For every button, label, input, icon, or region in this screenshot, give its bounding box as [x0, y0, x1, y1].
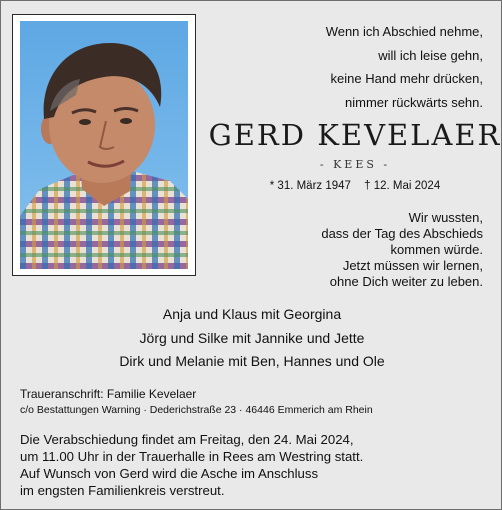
notice-line: um 11.00 Uhr in der Trauerhalle in Rees am Westring statt.	[20, 449, 364, 464]
life-dates	[201, 180, 502, 192]
poem-bottom-line: kommen würde.	[390, 242, 483, 257]
poem-bottom-line: Jetzt müssen wir lernen,	[342, 258, 483, 273]
birth-date: * 31. März 1947	[269, 180, 351, 192]
mourner-family: Anja und Klaus mit Georgina	[162, 306, 342, 322]
poem-top-line: Wenn ich Abschied nehme,	[325, 24, 483, 39]
poem-bottom	[193, 210, 483, 290]
notice-line: Auf Wunsch von Gerd wird die Asche im Anschluss	[20, 466, 319, 481]
notice-line: im engsten Familienkreis verstreut.	[20, 483, 225, 498]
poem-bottom-line: dass der Tag des Abschieds	[321, 226, 483, 241]
portrait-photo	[20, 21, 188, 269]
poem-bottom-line: Wir wussten,	[408, 210, 483, 225]
mourning-address	[20, 386, 373, 418]
poem-top-line: will ich leise gehn,	[378, 47, 483, 63]
deceased-nickname: - KEES -	[319, 158, 391, 171]
portrait-frame	[12, 14, 196, 276]
poem-top	[203, 20, 483, 114]
poem-top-line: keine Hand mehr drücken,	[330, 71, 483, 86]
mourner-family: Jörg und Silke mit Jannike und Jette	[139, 329, 365, 346]
notice-line: Die Verabschiedung findet am Freitag, den 24. Mai 2024,	[20, 432, 354, 447]
deceased-name: GERD KEVELAER	[208, 118, 502, 152]
farewell-notice	[20, 431, 363, 499]
death-date: † 12. Mai 2024	[364, 180, 441, 192]
mourners-list	[1, 303, 502, 374]
contact-name: Traueranschrift: Familie Kevelaer	[20, 387, 197, 401]
poem-bottom-line: ohne Dich weiter zu leben.	[329, 274, 483, 289]
poem-top-line: nimmer rückwärts sehn.	[345, 94, 483, 110]
mourner-family: Dirk und Melanie mit Ben, Hannes und Ole	[119, 353, 385, 369]
contact-address: c/o Bestattungen Warning · Dederichstraße 23 · 46446 Emmerich am Rhein	[20, 404, 373, 416]
